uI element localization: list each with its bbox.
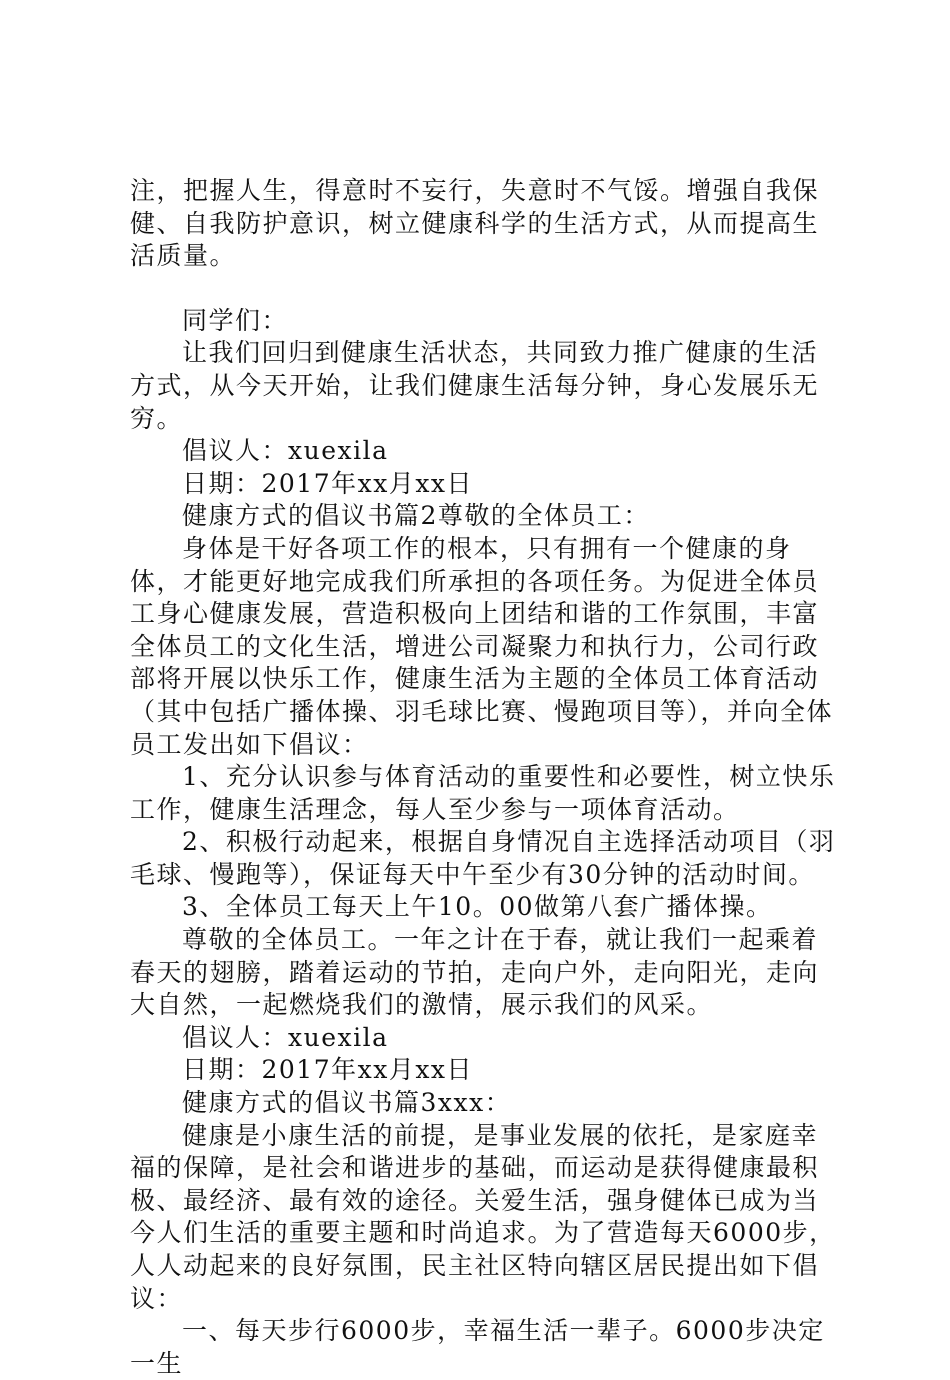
list-item: 3、全体员工每天上午10。00做第八套广播体操。 [182, 892, 773, 922]
section-heading: 健康方式的倡议书篇3xxx： [182, 1088, 512, 1118]
section-heading: 健康方式的倡议书篇2尊敬的全体员工： [182, 501, 650, 531]
date-line: 日期：2017年xx月xx日 [182, 1055, 474, 1085]
paragraph: 健康是小康生活的前提，是事业发展的依托，是家庭幸福的保障，是社会和谐进步的基础，而运动是获得健康最积极、最经济、最有效的途径。关爱生活，强身健体已成为当今人们生活的重要主题和时尚追求。为了营造每天6000步，人人动起来的良好氛围，民主社区特向辖区居民提出如下倡议： [130, 1120, 836, 1313]
paragraph: 尊敬的全体员工。一年之计在于春，就让我们一起乘着春天的翅膀，踏着运动的节拍，走向户外，走向阳光，走向大自然，一起燃烧我们的激情，展示我们的风采。 [130, 925, 820, 1020]
proposer-line: 倡议人：xuexila [182, 1022, 389, 1052]
salutation-students: 同学们： [182, 305, 289, 335]
date-line: 日期：2017年xx月xx日 [182, 468, 474, 498]
paragraph: 身体是干好各项工作的根本，只有拥有一个健康的身体，才能更好地完成我们所承担的各项任务。为促进全体员工身心健康发展，营造积极向上团结和谐的工作氛围，丰富全体员工的文化生活，增进公司凝聚力和执行力，公司行政部将开展以快乐工作，健康生活为主题的全体员工体育活动（其中包括广播体操、羽毛球比赛、慢跑项目等），并向全体员工发出如下倡议： [130, 533, 834, 759]
paragraph: 让我们回归到健康生活状态，共同致力推广健康的生活方式，从今天开始，让我们健康生活每分钟，身心发展乐无穷。 [130, 338, 820, 433]
proposer-line: 倡议人：xuexila [182, 436, 389, 466]
paragraph-continuation: 注，把握人生，得意时不妄行，失意时不气馁。增强自我保健、自我防护意识，树立健康科学的生活方式，从而提高生活质量。 [130, 176, 820, 271]
list-item: 2、积极行动起来，根据自身情况自主选择活动项目（羽毛球、慢跑等），保证每天中午至少有30分钟的活动时间。 [130, 827, 836, 889]
paragraph-spacer [130, 273, 840, 305]
list-item: 1、充分认识参与体育活动的重要性和必要性，树立快乐工作，健康生活理念，每人至少参与一项体育活动。 [130, 762, 836, 824]
list-item: 一、每天步行6000步，幸福生活一辈子。6000步决定一生 [130, 1316, 825, 1378]
document-body [130, 175, 840, 1380]
